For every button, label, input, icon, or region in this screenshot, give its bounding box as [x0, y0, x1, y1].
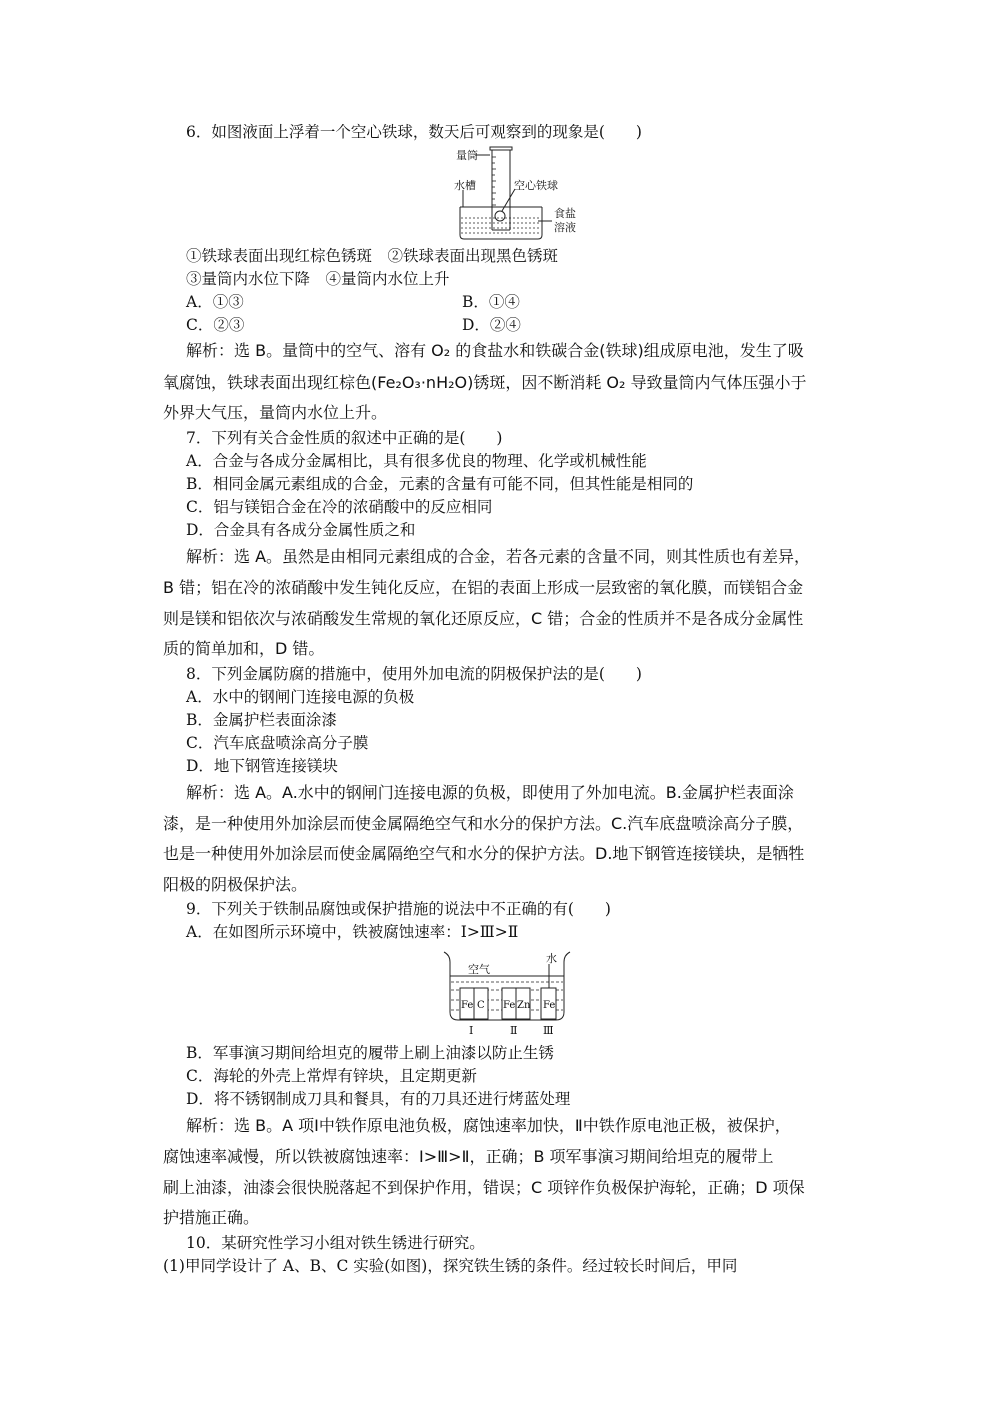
q8-explanation-2: 漆，是一种使用外加涂层而使金属隔绝空气和水分的保护方法。C.汽车底盘喷涂高分子膜，: [163, 814, 804, 833]
q7-option-b: B．相同金属元素组成的合金，元素的含量有可能不同，但其性能是相同的: [186, 475, 694, 493]
q6-explanation-3: 外界大气压，量筒内水位上升。: [163, 403, 388, 422]
q9-explanation-2: 腐蚀速率减慢，所以铁被腐蚀速率：Ⅰ>Ⅲ>Ⅱ，正确；B 项军事演习期间给坦克的履带上: [163, 1147, 774, 1166]
q9-option-a: A．在如图所示环境中，铁被腐蚀速率：Ⅰ>Ⅲ>Ⅱ: [186, 923, 519, 941]
label-water: 水: [546, 952, 557, 965]
q7-stem: 7．下列有关合金性质的叙述中正确的是( ): [186, 429, 503, 447]
q6-option-b: B．①④: [462, 293, 520, 311]
label-carbon: C: [477, 1000, 485, 1011]
q7-explanation-1: 解析：选 A。虽然是由相同元素组成的合金，若各元素的含量不同，则其性质也有差异，: [186, 547, 811, 566]
q7-explanation-2: B 错；铝在冷的浓硝酸中发生钝化反应，在铝的表面上形成一层致密的氧化膜，而镁铝合金: [163, 578, 804, 597]
q6-option-a: A．①③: [186, 293, 244, 311]
label-fe-1: Fe: [461, 1000, 474, 1011]
label-cylinder: 量筒: [456, 149, 478, 162]
q6-stem: 6．如图液面上浮着一个空心铁球，数天后可观察到的现象是( ): [186, 123, 642, 141]
q9-explanation-4: 护措施正确。: [163, 1208, 260, 1227]
label-fe-2: Fe: [503, 1000, 516, 1011]
label-num-3: Ⅲ: [543, 1024, 554, 1037]
q6-explanation-2: 氧腐蚀，铁球表面出现红棕色(Fe₂O₃·nH₂O)锈斑，因不断消耗 O₂ 导致量筒内气体压强小于: [163, 373, 807, 392]
q6-figure: [440, 145, 590, 240]
q8-stem: 8．下列金属防腐的措施中，使用外加电流的阴极保护法的是( ): [186, 665, 642, 683]
q6-statements-1: ①铁球表面出现红棕色锈斑 ②铁球表面出现黑色锈斑: [186, 247, 559, 265]
q10-part-1: (1)甲同学设计了 A、B、C 实验(如图)，探究铁生锈的条件。经过较长时间后，甲同: [163, 1257, 738, 1275]
label-tank: 水槽: [454, 179, 476, 192]
q7-option-c: C．铝与镁铝合金在冷的浓硝酸中的反应相同: [186, 498, 493, 516]
q7-option-a: A．合金与各成分金属相比，具有很多优良的物理、化学或机械性能: [186, 452, 647, 470]
q6-explanation-1: 解析：选 B。量筒中的空气、溶有 O₂ 的食盐水和铁碳合金(铁球)组成原电池，发生了吸: [186, 341, 804, 360]
q9-explanation-3: 刷上油漆，油漆会很快脱落起不到保护作用，错误；C 项锌作负极保护海轮，正确；D 项保: [163, 1178, 805, 1197]
q7-option-d: D．合金具有各成分金属性质之和: [186, 521, 416, 539]
label-hollow-iron-ball: 空心铁球: [514, 179, 558, 192]
label-air: 空气: [468, 963, 490, 976]
q9-explanation-1: 解析：选 B。A 项Ⅰ中铁作原电池负极，腐蚀速率加快，Ⅱ中铁作原电池正极，被保护，: [186, 1116, 791, 1135]
q8-explanation-4: 阳极的阴极保护法。: [163, 875, 308, 894]
q8-explanation-3: 也是一种使用外加涂层而使金属隔绝空气和水分的保护方法。D.地下钢管连接镁块，是牺牲: [163, 844, 805, 863]
q6-option-c: C．②③: [186, 316, 245, 334]
q9-stem: 9．下列关于铁制品腐蚀或保护措施的说法中不正确的有( ): [186, 900, 611, 918]
q6-statements-2: ③量筒内水位下降 ④量筒内水位上升: [186, 270, 450, 288]
q9-option-b: B．军事演习期间给坦克的履带上刷上油漆以防止生锈: [186, 1044, 554, 1062]
q8-option-a: A．水中的钢闸门连接电源的负极: [186, 688, 415, 706]
q6-option-d: D．②④: [462, 316, 521, 334]
label-zn: Zn: [517, 1000, 531, 1011]
q9-option-d: D．将不锈钢制成刀具和餐具，有的刀具还进行烤蓝处理: [186, 1090, 571, 1108]
q8-option-b: B．金属护栏表面涂漆: [186, 711, 337, 729]
q7-explanation-3: 则是镁和铝依次与浓硝酸发生常规的氧化还原反应，C 错；合金的性质并不是各成分金属性: [163, 609, 804, 628]
q7-explanation-4: 质的简单加和，D 错。: [163, 639, 325, 658]
label-salt: 食盐: [554, 207, 576, 220]
q9-option-c: C．海轮的外壳上常焊有锌块，且定期更新: [186, 1067, 477, 1085]
label-solution: 溶液: [554, 221, 576, 234]
label-num-2: Ⅱ: [510, 1024, 518, 1037]
label-fe-3: Fe: [543, 1000, 556, 1011]
label-num-1: Ⅰ: [469, 1024, 474, 1037]
q9-figure: [440, 950, 575, 1040]
q8-option-c: C．汽车底盘喷涂高分子膜: [186, 734, 369, 752]
q8-explanation-1: 解析：选 A。A.水中的钢闸门连接电源的负极，即使用了外加电流。B.金属护栏表面涂: [186, 783, 794, 802]
q8-option-d: D．地下钢管连接镁块: [186, 757, 338, 775]
q10-stem: 10．某研究性学习小组对铁生锈进行研究。: [186, 1234, 485, 1252]
